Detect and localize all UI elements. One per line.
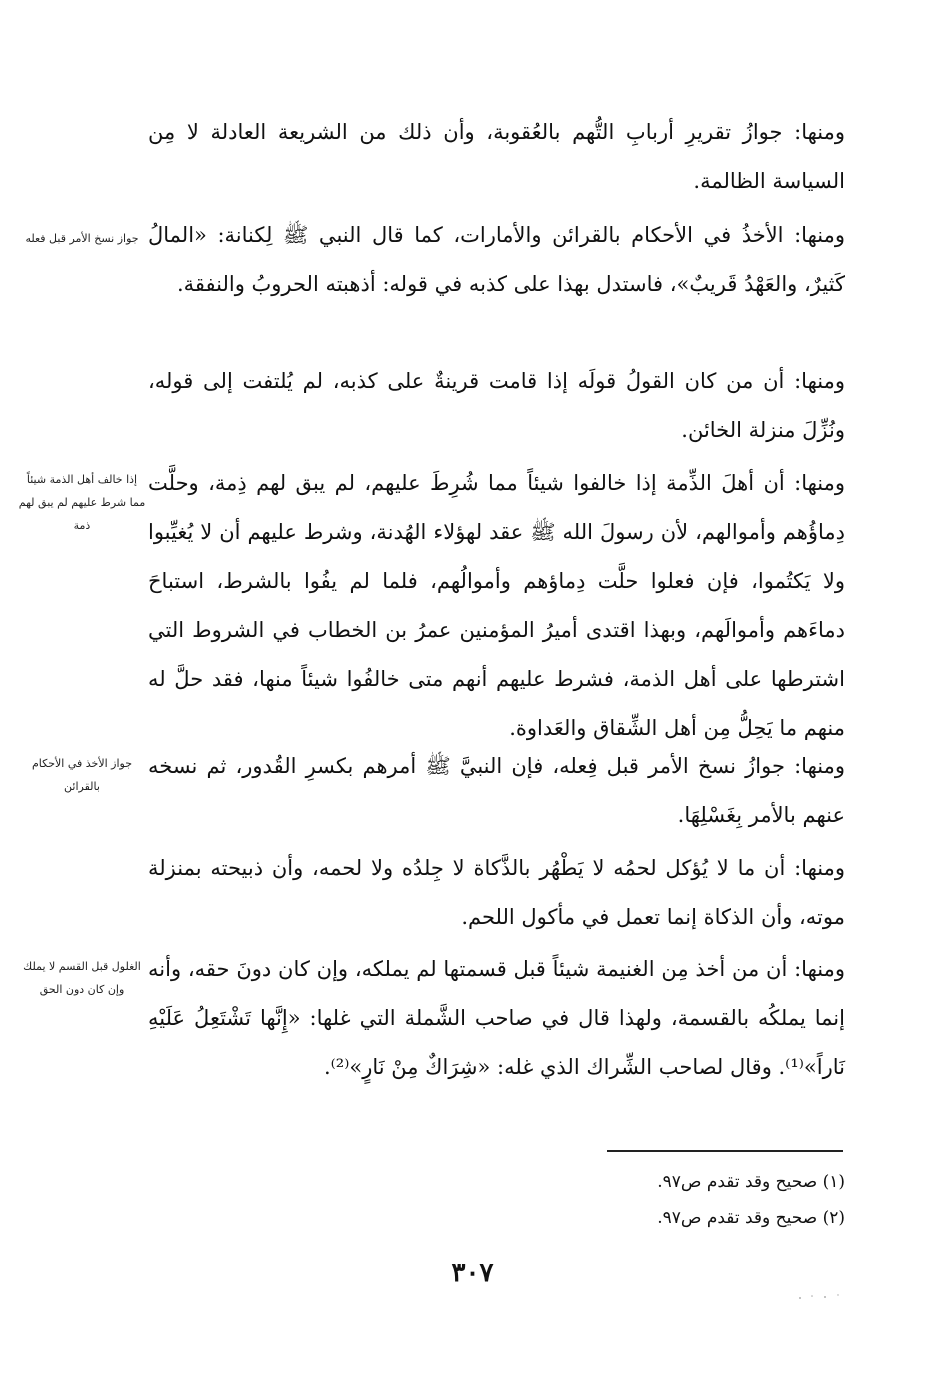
paragraph-evidence-indicators: ومنها: الأخذُ في الأحكام بالقرائن والأمارات، كما قال النبي ﷺ لِكنانة: «المالُ كَثيرٌ، والعَهْدُ قَريبٌ»، فاستدل بهذا على كذبه في قوله: أذهبته الحروبُ والنفقة. xyxy=(148,223,845,296)
footnote-2: (٢) صحيح وقد تقدم ص٩٧. xyxy=(657,1208,845,1228)
paragraph-abrogation-before-act: ومنها: جوازُ نسخ الأمر قبل فِعله، فإن النبيَّ ﷺ أمرهم بكسرِ القُدور، ثم نسخه عنهم بالأمر بِغَسْلِهَا. xyxy=(148,754,845,827)
page-number: ٣٠٧ xyxy=(451,1258,494,1288)
footnote-separator xyxy=(607,1150,843,1152)
paragraph-lying-indicator: ومنها: أن من كان القولُ قولَه إذا قامت قرينةٌ على كذبه، لم يُلتفت إلى قوله، ونُزِّلَ منزلة الخائن. xyxy=(148,369,845,442)
margin-note-spoils: الغلول قبل القسم لا يملك وإن كان دون الحق xyxy=(23,960,141,996)
margin-note-abrogation: جواز نسخ الأمر قبل فعله xyxy=(25,232,139,245)
paragraph-punishment-suspects: ومنها: جوازُ تقريرِ أربابِ التُّهم بالعُقوبة، وأن ذلك من الشريعة العادلة لا مِن السياسة الظالمة. xyxy=(148,120,845,193)
margin-note-indicators: جواز الأخذ في الأحكام بالقرائن xyxy=(31,757,133,793)
paragraph-slaughter-purity: ومنها: أن ما لا يُؤكل لحمُه لا يَطْهُر بالذَّكاة لا جِلدُه ولا لحمه، وأن ذبيحته بمنزلة موته، وأن الذكاة إنما تعمل في مأكول اللحم. xyxy=(148,856,845,929)
margin-note-dhimma: إذا خالف أهل الذمة شيئاً مما شرط عليهم لم يبق لهم ذمة xyxy=(18,473,146,532)
paragraph-spoils-before-division: ومنها: أن من أخذ مِن الغنيمة شيئاً قبل قسمتها لم يملكه، وإن كان دونَ حقه، وأنه إنما يملكُه بالقسمة، ولهذا قال في صاحب الشَّملة التي غلها: «إِنَّها تَشْتَعِلُ عَلَيْهِ نَاراً»⁽¹⁾. وقال لصاحب الشِّراك الذي غله: «شِرَاكٌ مِنْ نَارٍ»⁽²⁾. xyxy=(148,957,845,1079)
footnote-1: (١) صحيح وقد تقدم ص٩٧. xyxy=(657,1172,845,1192)
paragraph-dhimma-violation: ومنها: أن أهلَ الذِّمة إذا خالفوا شيئاً مما شُرِطَ عليهم، لم يبق لهم ذِمة، وحلَّت دِماؤُهم وأموالهم، لأن رسولَ الله ﷺ عقد لهؤلاء الهُدنة، وشرط عليهم أن لا يُغيِّبوا ولا يَكتُموا، فإن فعلوا حلَّت دِماؤهم وأموالُهم، فلما لم يفُوا بالشرط، استباحَ دماءَهم وأموالَهم، وبهذا اقتدى أميرُ المؤمنين عمرُ بن الخطاب في الشروط التي اشترطها على أهل الذمة، فشرط عليهم أنهم متى خالفُوا شيئاً منها، فقد حلَّ له منهم ما يَحِلُّ مِن أهل الشِّقاق والعَداوة. xyxy=(148,471,845,740)
scan-specks xyxy=(790,1288,870,1308)
